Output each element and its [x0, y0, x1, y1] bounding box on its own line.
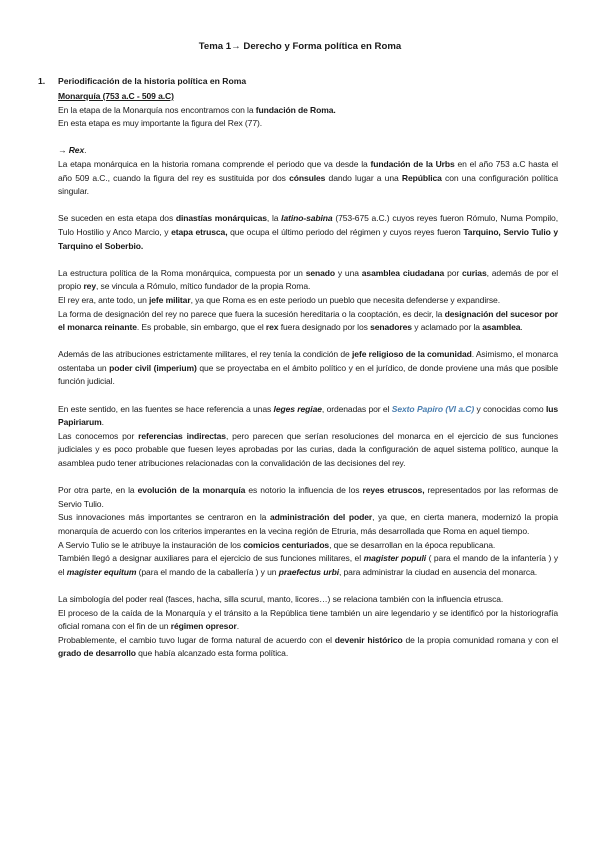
paragraph-leges-regiae: En este sentido, en las fuentes se hace referencia a unas leges regiae, ordenadas por el Sexto Papiro (VI a.C) y conocidas como Ius Papiriarum.	[58, 403, 559, 428]
subheading-monarquia: Monarquía (753 a.C - 509 a.C)	[58, 91, 174, 101]
page-title: Tema 1→ Derecho y Forma política en Roma	[198, 41, 402, 52]
paragraph-intro-2: En esta etapa es muy importante la figura del Rex (77).	[58, 118, 263, 129]
paragraph-evolucion: Por otra parte, en la evolución de la monarquía es notorio la influencia de los reyes etruscos, representados por las reformas de Servio Tulio.	[58, 485, 559, 509]
rex-heading: → Rex.	[58, 145, 87, 156]
section-heading-text: Periodificación de la historia política en Roma	[58, 76, 247, 86]
paragraph-auxiliares: También llegó a designar auxiliares para el ejercicio de sus funciones militares, el magister populi ( para el mando de la infantería ) y el magister equitum (para el mando de la caballería ) y un praefectus urbi, para administrar la ciudad en ausencia del monarca.	[58, 553, 558, 577]
paragraph-atribuciones: Además de las atribuciones estrictamente militares, el rey tenía la condición de jefe religioso de la comunidad. Asimismo, el monarca ostentaba un poder civil (imperium) que se proyectaba en el ámbito político y en el jurídico, de donde proviene una más que posible función judicial.	[58, 349, 558, 387]
section-number: 1.	[38, 76, 46, 86]
paragraph-innovaciones: Sus innovaciones más importantes se centraron en la administración del poder, ya que, en cierta manera, modernizó la propia monarquía de acuerdo con los criterios imperantes en la vecina región de Etruria, más desarrollada que Roma en aquel tiempo.	[58, 512, 558, 536]
paragraph-intro-1: En la etapa de la Monarquía nos encontramos con la fundación de Roma.	[58, 104, 336, 115]
sexto-papiro-link: Sexto Papiro (VI a.C)	[391, 403, 475, 414]
paragraph-referencias: Las conocemos por referencias indirectas, pero parecen que serían resoluciones del monarca en el ejercicio de sus funciones judiciales y es poco probable que fuesen leyes aprobadas por las curias, dada la configuración de aquel sistema político, aunque la asamblea pudo tener atribuciones relacionadas con la convalidación de las decisiones del rey.	[58, 430, 558, 469]
paragraph-estructura: La estructura política de la Roma monárquica, compuesta por un senado y una asamblea ciudadana por curias, además de por el propio rey, se vincula a Rómulo, mítico fundador de la propia Roma.	[58, 267, 558, 292]
document-body	[58, 90, 558, 661]
paragraph-caida: El proceso de la caída de la Monarquía y el tránsito a la República tiene también un aire legendario y se identificó por la historiografía oficial romana con el fin de un régimen opresor.	[58, 607, 558, 632]
paragraph-etapa-monarquica: La etapa monárquica en la historia romana comprende el periodo que va desde la fundación de la Urbs en el año 753 a.C hasta el año 509 a.C., cuando la figura del rey es sustituida por dos cónsules dando lugar a una República con una configuración política singular.	[58, 158, 559, 197]
paragraph-designacion: La forma de designación del rey no parece que fuera la sucesión hereditaria o la cooptación, es decir, la designación del sucesor por el monarca reinante. Es probable, sin embargo, que el rex fuera designado por los senadores y aclamado por la asamblea.	[58, 308, 558, 333]
section-heading	[38, 76, 246, 86]
paragraph-cambio: Probablemente, el cambio tuvo lugar de forma natural de acuerdo con el devenir histórico de la propia comunidad romana y con el grado de desarrollo que había alcanzado esta forma política.	[58, 634, 559, 659]
paragraph-comicios: A Servio Tulio se le atribuye la instauración de los comicios centuriados, que se desarrollan en la época republicana.	[58, 539, 496, 550]
paragraph-dinastias: Se suceden en esta etapa dos dinastías monárquicas, la latino-sabina (753-675 a.C.) cuyos reyes fueron Rómulo, Numa Pompilo, Tulo Hostilio y Anco Marcio, y etapa etrusca, que ocupa el último periodo del régimen y cuyos reyes fueron Tarquino, Servio Tulio y Tarquino el Soberbio.	[58, 213, 558, 251]
paragraph-jefe-militar: El rey era, ante todo, un jefe militar, ya que Roma es en este periodo un pueblo que necesita defenderse y expandirse.	[58, 294, 500, 305]
paragraph-simbologia: La simbología del poder real (fasces, hacha, silla scurul, manto, licores…) se relaciona también con la influencia etrusca.	[58, 593, 504, 604]
